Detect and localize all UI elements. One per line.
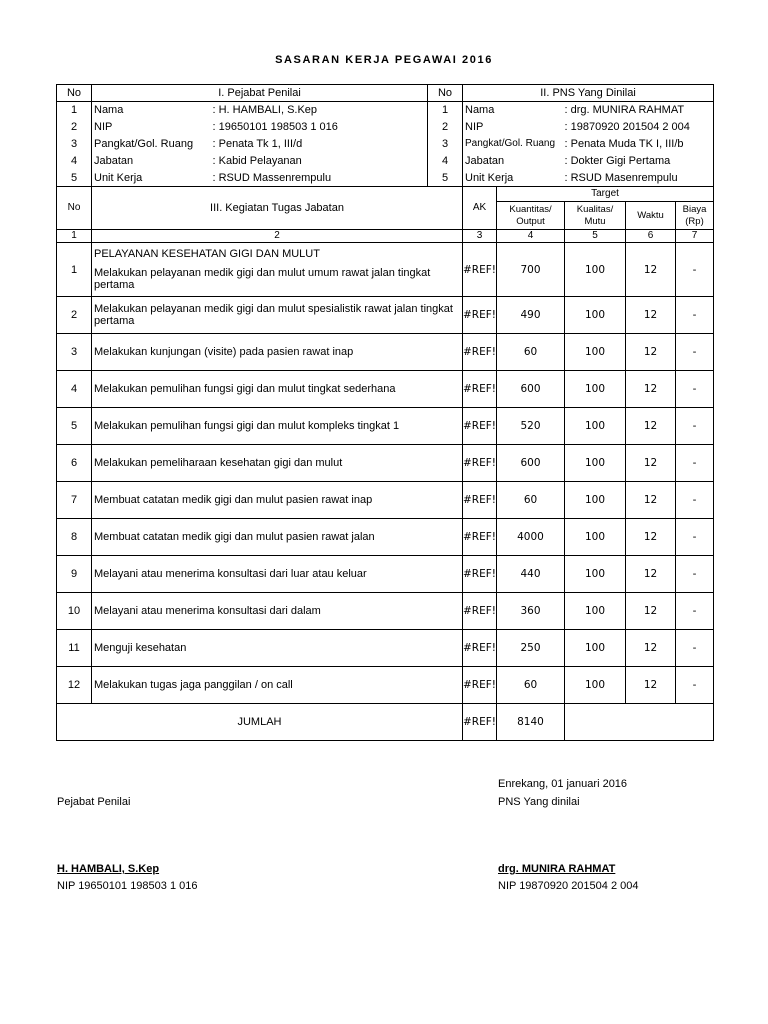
activity-ak: #REF!	[463, 243, 497, 297]
activity-row	[57, 371, 714, 408]
dinilai-row-no: 1	[428, 102, 463, 119]
dinilai-field-label: Jabatan	[465, 155, 505, 167]
activity-row	[57, 630, 714, 667]
dinilai-row-no: 3	[428, 136, 463, 153]
quantity-header	[497, 202, 565, 230]
activity-quality: 100	[565, 630, 626, 667]
activity-quantity: 520	[497, 408, 565, 445]
activity-quality: 100	[565, 243, 626, 297]
activity-time: 12	[626, 371, 676, 408]
activity-time: 12	[626, 297, 676, 334]
identity-row	[57, 170, 714, 187]
activity-text	[92, 630, 463, 667]
quality-header	[565, 202, 626, 230]
activity-text	[92, 482, 463, 519]
activity-no: 7	[57, 482, 92, 519]
activity-no: 6	[57, 445, 92, 482]
activity-cost: -	[676, 297, 714, 334]
activity-time: 12	[626, 243, 676, 297]
identity-header-row	[57, 85, 714, 102]
penilai-heading: I. Pejabat Penilai	[92, 85, 428, 102]
activity-row	[57, 297, 714, 334]
dinilai-field-value: : drg. MUNIRA RAHMAT	[565, 102, 714, 119]
penilai-row-no: 2	[57, 119, 92, 136]
penilai-row-no: 4	[57, 153, 92, 170]
quality-header-line-1: Kualitas/	[576, 203, 614, 215]
activities-header-row	[57, 187, 714, 202]
penilai-field-label: NIP	[94, 121, 113, 133]
penilai-row-no: 3	[57, 136, 92, 153]
skp-table	[56, 84, 714, 741]
activity-time: 12	[626, 667, 676, 704]
total-label: JUMLAH	[57, 704, 463, 741]
activity-description: Melakukan pelayanan medik gigi dan mulut umum rawat jalan tingkat pertama	[94, 267, 431, 291]
activity-heading: III. Kegiatan Tugas Jabatan	[92, 187, 463, 230]
identity-row	[57, 119, 714, 136]
cost-header	[676, 202, 714, 230]
activity-description: Melakukan tugas jaga panggilan / on call	[94, 679, 293, 691]
column-number: 2	[92, 230, 463, 243]
column-number: 1	[57, 230, 92, 243]
col-no-header: No	[57, 85, 92, 102]
activity-no: 5	[57, 408, 92, 445]
column-number: 6	[626, 230, 676, 243]
activity-row	[57, 243, 714, 297]
col-no-header-2: No	[428, 85, 463, 102]
activity-quality: 100	[565, 556, 626, 593]
activity-quality: 100	[565, 667, 626, 704]
column-number: 3	[463, 230, 497, 243]
activity-quality: 100	[565, 445, 626, 482]
activity-text	[92, 556, 463, 593]
cost-header-line-1: Biaya	[682, 203, 707, 215]
activity-ak: #REF!	[463, 519, 497, 556]
activity-text	[92, 519, 463, 556]
penilai-field-value: : Kabid Pelayanan	[213, 153, 428, 170]
activity-time: 12	[626, 630, 676, 667]
section-label: PELAYANAN KESEHATAN GIGI DAN MULUT	[94, 248, 320, 260]
time-header	[626, 202, 676, 230]
activity-ak: #REF!	[463, 408, 497, 445]
activity-quantity: 700	[497, 243, 565, 297]
activity-description: Melakukan pelayanan medik gigi dan mulut spesialistik rawat jalan tingkat pertama	[94, 303, 453, 327]
document-title: SASARAN KERJA PEGAWAI 2016	[275, 54, 493, 66]
dinilai-row-no: 5	[428, 170, 463, 187]
penilai-field-value: : H. HAMBALI, S.Kep	[213, 102, 428, 119]
activity-text	[92, 243, 463, 297]
activity-text	[92, 593, 463, 630]
column-number: 4	[497, 230, 565, 243]
activity-no: 10	[57, 593, 92, 630]
right-signer-role: PNS Yang dinilai	[498, 796, 580, 808]
activity-quality: 100	[565, 334, 626, 371]
activity-ak: #REF!	[463, 667, 497, 704]
left-signer-role: Pejabat Penilai	[57, 796, 131, 808]
activity-quantity: 440	[497, 556, 565, 593]
identity-row	[57, 153, 714, 170]
activity-ak: #REF!	[463, 334, 497, 371]
activity-quantity: 4000	[497, 519, 565, 556]
activity-text	[92, 408, 463, 445]
right-signer-nip: NIP 19870920 201504 2 004	[498, 880, 639, 892]
dinilai-field-value: : Dokter Gigi Pertama	[565, 153, 714, 170]
activity-row	[57, 445, 714, 482]
dinilai-field-label: Nama	[465, 104, 495, 117]
target-header: Target	[497, 187, 714, 202]
activity-ak: #REF!	[463, 371, 497, 408]
activity-no: 11	[57, 630, 92, 667]
activity-description: Melakukan pemulihan fungsi gigi dan mulut kompleks tingkat 1	[94, 420, 400, 432]
activity-row	[57, 667, 714, 704]
activity-description: Melakukan pemeliharaan kesehatan gigi dan mulut	[94, 457, 343, 469]
activity-cost: -	[676, 371, 714, 408]
activity-quantity: 600	[497, 445, 565, 482]
activity-cost: -	[676, 408, 714, 445]
dinilai-field-value: : Penata Muda TK I, III/b	[565, 136, 714, 153]
activity-row	[57, 593, 714, 630]
penilai-field-value: : Penata Tk 1, III/d	[213, 136, 428, 153]
penilai-field-label: Unit Kerja	[92, 170, 213, 187]
dinilai-row-no: 4	[428, 153, 463, 170]
activity-no: 9	[57, 556, 92, 593]
activity-cost: -	[676, 445, 714, 482]
left-signer-name: H. HAMBALI, S.Kep	[57, 863, 160, 875]
dinilai-heading: II. PNS Yang Dinilai	[463, 85, 714, 102]
activity-text	[92, 334, 463, 371]
activity-cost: -	[676, 243, 714, 297]
identity-row	[57, 136, 714, 153]
activity-cost: -	[676, 630, 714, 667]
activity-row	[57, 408, 714, 445]
activity-no: 8	[57, 519, 92, 556]
activity-time: 12	[626, 593, 676, 630]
activity-no: 2	[57, 297, 92, 334]
right-signer-name: drg. MUNIRA RAHMAT	[498, 863, 616, 875]
penilai-field-value: : 19650101 198503 1 016	[213, 119, 428, 136]
activity-quality: 100	[565, 297, 626, 334]
activity-quantity: 60	[497, 334, 565, 371]
activity-cost: -	[676, 519, 714, 556]
activity-row	[57, 556, 714, 593]
penilai-field-value: : RSUD Massenrempulu	[213, 170, 428, 187]
activity-cost: -	[676, 334, 714, 371]
total-empty	[565, 704, 714, 741]
penilai-row-no: 1	[57, 102, 92, 119]
column-number: 7	[676, 230, 714, 243]
penilai-field-label: Pangkat/Gol. Ruang	[94, 138, 194, 150]
table-body	[57, 85, 714, 741]
activity-cost: -	[676, 482, 714, 519]
penilai-field-label: Jabatan	[94, 155, 134, 167]
activity-description: Melayani atau menerima konsultasi dari luar atau keluar	[94, 568, 367, 580]
activity-time: 12	[626, 334, 676, 371]
activity-no: 4	[57, 371, 92, 408]
activity-no: 12	[57, 667, 92, 704]
activity-time: 12	[626, 482, 676, 519]
activity-quantity: 60	[497, 482, 565, 519]
activity-ak: #REF!	[463, 556, 497, 593]
activity-ak: #REF!	[463, 630, 497, 667]
place-date: Enrekang, 01 januari 2016	[498, 778, 628, 790]
total-ak: #REF!	[463, 704, 497, 741]
left-signer-nip: NIP 19650101 198503 1 016	[57, 880, 198, 892]
total-quantity: 8140	[497, 704, 565, 741]
activity-text	[92, 667, 463, 704]
activity-ak: #REF!	[463, 593, 497, 630]
quantity-header-line-1: Kuantitas/	[509, 203, 552, 215]
activity-description: Menguji kesehatan	[94, 642, 187, 654]
dinilai-row-no: 2	[428, 119, 463, 136]
activity-row	[57, 334, 714, 371]
activity-time: 12	[626, 408, 676, 445]
activity-no: 1	[57, 243, 92, 297]
activity-quality: 100	[565, 371, 626, 408]
dinilai-field-value: : RSUD Masenrempulu	[565, 170, 714, 187]
activity-description: Melayani atau menerima konsultasi dari dalam	[94, 605, 321, 617]
activity-quality: 100	[565, 593, 626, 630]
dinilai-field-label: NIP	[465, 121, 484, 133]
activity-cost: -	[676, 556, 714, 593]
activity-cost: -	[676, 593, 714, 630]
activity-quality: 100	[565, 408, 626, 445]
activity-ak: #REF!	[463, 445, 497, 482]
activity-description: Melakukan pemulihan fungsi gigi dan mulut tingkat sederhana	[94, 383, 396, 395]
activity-description: Membuat catatan medik gigi dan mulut pasien rawat inap	[94, 494, 373, 506]
activity-quality: 100	[565, 482, 626, 519]
column-number: 5	[565, 230, 626, 243]
activity-ak: #REF!	[463, 482, 497, 519]
activity-ak: #REF!	[463, 297, 497, 334]
activity-quantity: 360	[497, 593, 565, 630]
activity-quantity: 600	[497, 371, 565, 408]
activity-description: Melakukan kunjungan (visite) pada pasien rawat inap	[94, 346, 354, 358]
activity-no-header: No	[57, 187, 92, 230]
penilai-row-no: 5	[57, 170, 92, 187]
activity-text	[92, 297, 463, 334]
activity-row	[57, 519, 714, 556]
penilai-field-label: Nama	[94, 104, 124, 117]
activity-description: Membuat catatan medik gigi dan mulut pasien rawat jalan	[94, 531, 375, 543]
activity-text	[92, 371, 463, 408]
cost-header-line-2: (Rp)	[685, 215, 704, 227]
activity-quality: 100	[565, 519, 626, 556]
activity-quantity: 60	[497, 667, 565, 704]
activity-row	[57, 482, 714, 519]
ak-header: AK	[463, 187, 497, 230]
activity-quantity: 490	[497, 297, 565, 334]
time-header-line-1: Waktu	[637, 209, 664, 221]
dinilai-field-value: : 19870920 201504 2 004	[565, 119, 714, 136]
identity-row	[57, 102, 714, 119]
activity-text	[92, 445, 463, 482]
total-row	[57, 704, 714, 741]
activity-quantity: 250	[497, 630, 565, 667]
column-number-row	[57, 230, 714, 243]
activity-no: 3	[57, 334, 92, 371]
activity-cost: -	[676, 667, 714, 704]
activity-time: 12	[626, 445, 676, 482]
dinilai-field-label: Unit Kerja	[463, 170, 565, 187]
activity-time: 12	[626, 519, 676, 556]
quantity-header-line-2: Output	[516, 215, 545, 227]
quality-header-line-2: Mutu	[584, 215, 606, 227]
activity-time: 12	[626, 556, 676, 593]
dinilai-field-label: Pangkat/Gol. Ruang	[465, 138, 556, 149]
